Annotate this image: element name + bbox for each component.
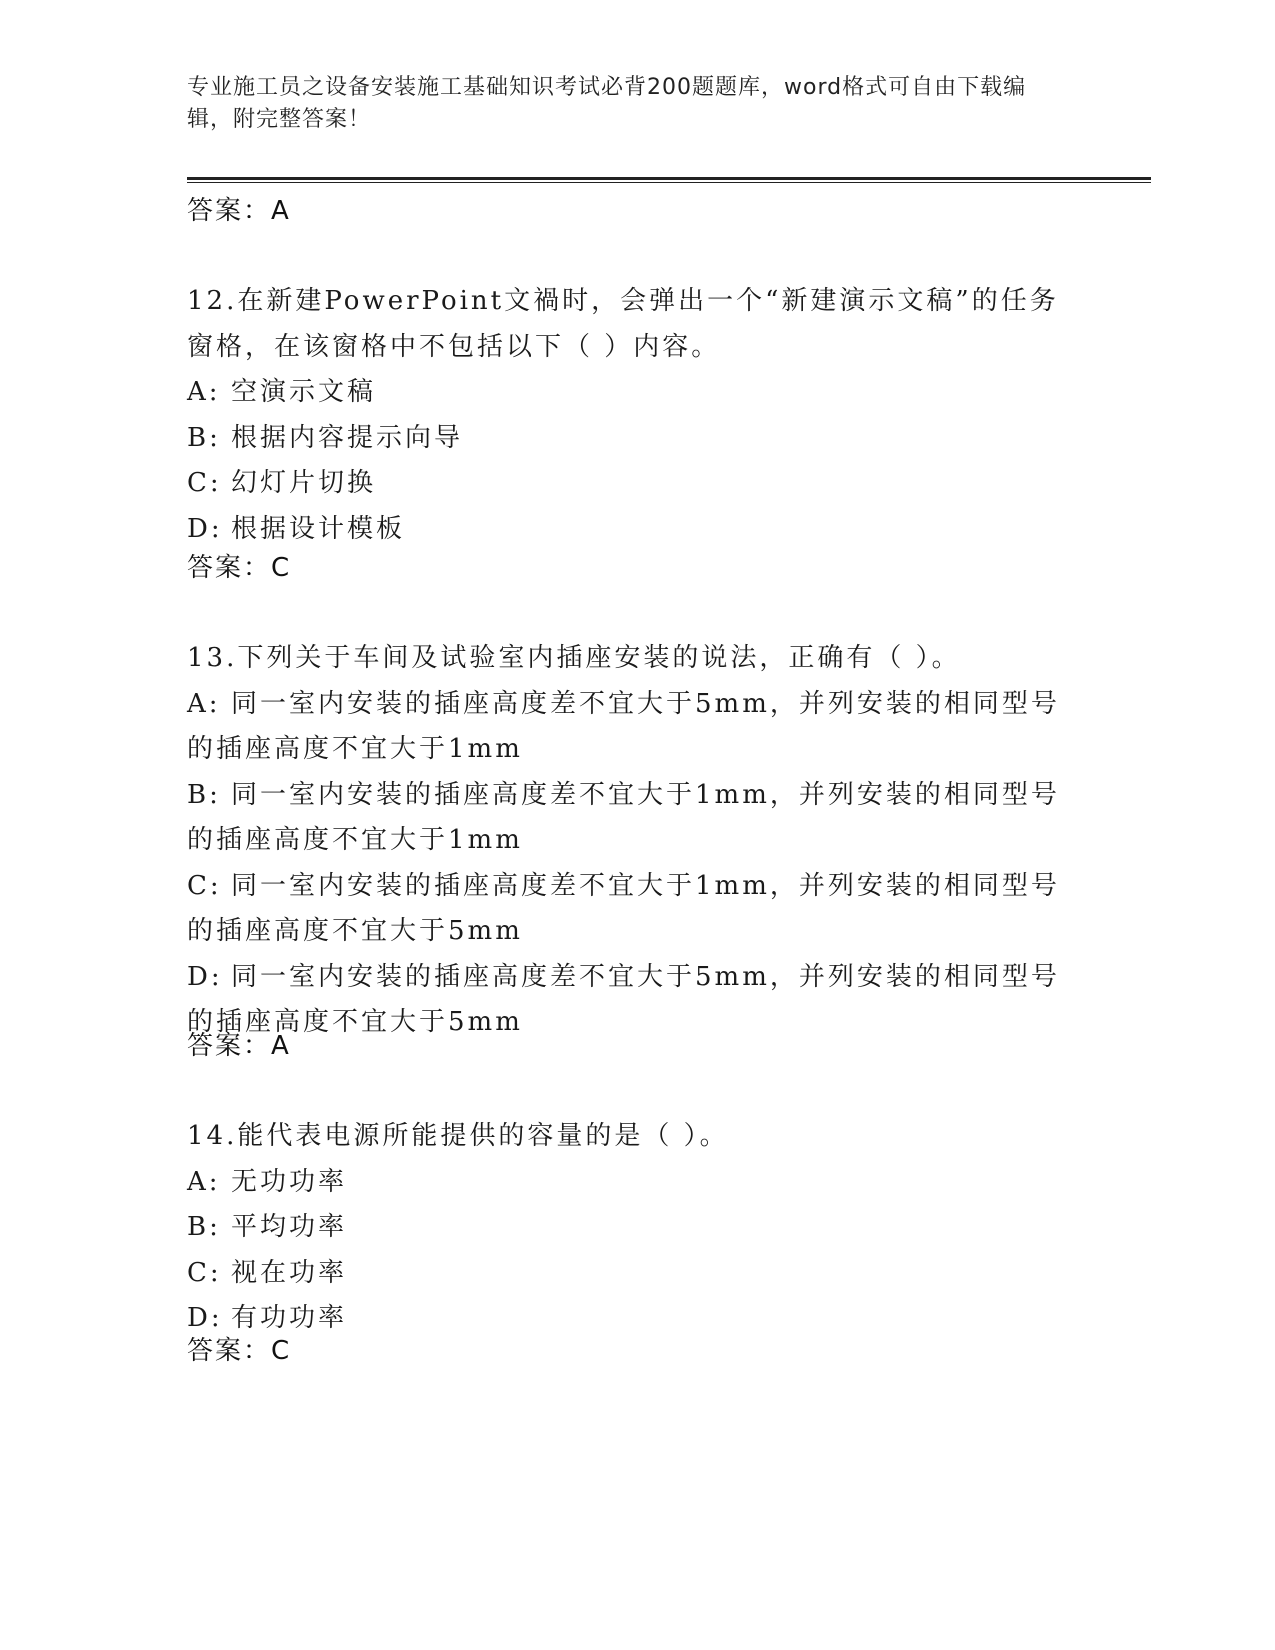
option-label: D: xyxy=(187,513,223,544)
question-14-option-c xyxy=(187,1251,1067,1297)
option-label: C: xyxy=(187,468,222,498)
answer-13: 答案：A xyxy=(187,1031,291,1061)
question-12-option-a xyxy=(187,370,1067,416)
option-label: A: xyxy=(187,1166,221,1197)
document-header xyxy=(187,72,1067,136)
option-text: 平均功率 xyxy=(231,1212,348,1242)
question-13-option-d xyxy=(187,955,1067,1046)
question-14-option-a xyxy=(187,1160,1067,1206)
question-13-option-c xyxy=(187,864,1067,955)
option-label: C: xyxy=(187,870,222,901)
option-text: 空演示文稿 xyxy=(231,377,377,407)
option-label: A: xyxy=(187,688,221,719)
option-label: B: xyxy=(187,779,221,810)
question-14 xyxy=(187,1114,1067,1342)
question-14-text: 14.能代表电源所能提供的容量的是（ ）。 xyxy=(187,1121,729,1151)
option-label: D: xyxy=(187,1303,223,1333)
option-label: C: xyxy=(187,1257,222,1288)
header-rule-thick xyxy=(187,177,1151,180)
answer-12: 答案：C xyxy=(187,553,292,583)
option-text: 幻灯片切换 xyxy=(231,468,377,498)
question-12-option-c xyxy=(187,461,1067,507)
option-label: B: xyxy=(187,1212,221,1242)
option-text: 同一室内安装的插座高度差不宜大于1mm，并列安装的相同型号的插座高度不宜大于5mm xyxy=(187,870,1060,946)
question-12-option-d xyxy=(187,507,1067,553)
option-text: 根据内容提示向导 xyxy=(231,422,464,453)
question-12-text: 12.在新建PowerPoint文禍时，会弹出一个“新建演示文稿”的任务窗格，在该窗格中不包括以下（ ）内容。 xyxy=(187,286,1059,362)
answer-previous: 答案：A xyxy=(187,196,291,226)
option-text: 有功功率 xyxy=(231,1303,348,1333)
option-label: A: xyxy=(187,377,221,407)
question-12-option-b xyxy=(187,416,1067,462)
option-text: 同一室内安装的插座高度差不宜大于5mm，并列安装的相同型号的插座高度不宜大于5mm xyxy=(187,961,1060,1037)
option-label: B: xyxy=(187,422,221,453)
option-text: 根据设计模板 xyxy=(231,513,406,544)
answer-14: 答案：C xyxy=(187,1336,292,1366)
question-13 xyxy=(187,636,1067,1046)
question-14-option-d xyxy=(187,1296,1067,1342)
option-text: 同一室内安装的插座高度差不宜大于5mm，并列安装的相同型号的插座高度不宜大于1mm xyxy=(187,688,1060,764)
question-13-option-a xyxy=(187,682,1067,773)
question-13-text: 13.下列关于车间及试验室内插座安装的说法，正确有（ ）。 xyxy=(187,643,961,673)
question-12 xyxy=(187,279,1067,552)
question-14-option-b xyxy=(187,1205,1067,1251)
option-text: 同一室内安装的插座高度差不宜大于1mm，并列安装的相同型号的插座高度不宜大于1mm xyxy=(187,779,1060,855)
header-rule-thin xyxy=(187,182,1151,183)
question-13-option-b xyxy=(187,773,1067,864)
option-text: 无功功率 xyxy=(231,1166,348,1197)
header-title: 专业施工员之设备安装施工基础知识考试必背200题题库，word格式可自由下载编辑，附完整答案！ xyxy=(187,75,1027,132)
option-label: D: xyxy=(187,961,223,992)
option-text: 视在功率 xyxy=(231,1257,348,1288)
